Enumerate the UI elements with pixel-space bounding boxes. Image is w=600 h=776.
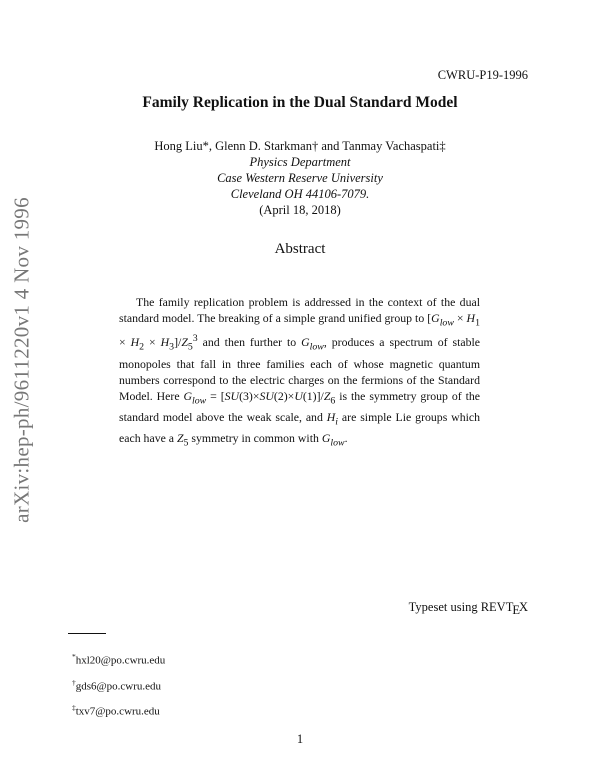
department: Physics Department — [249, 155, 351, 169]
abstract-heading: Abstract — [274, 241, 326, 257]
report-number: CWRU-P19-1996 — [437, 68, 528, 82]
abstract-paragraph: The family replication problem is addressed in the context of the dual standard model. The breaking of a simple grand unified group to $[G_{low} \times H_1 \times H_2 \times H_3]/Z_5^3$ and then further to $G_{low}$, produces a spectrum of stable monopoles that fall in three families each of whose magnetic quantum numbers correspond to the electric charges on the fermions of the Standard Model. Here $G_{low} = [SU(3)\times SU(2)\times U(1)]/Z_6$ is the symmetry group of the standard model above the weak scale, and $H_i$ are simple Lie groups which each have a $Z_5$ symmetry in common with $G_{low}$. — [119, 295, 481, 449]
arxiv-identifier-text: arXiv:hep-ph/9611220v1 4 Nov 1996 — [9, 197, 34, 523]
footnote-3: ‡txv7@po.cwru.edu — [72, 703, 160, 718]
paper-title: Family Replication in the Dual Standard Model — [142, 94, 458, 111]
university: Case Western Reserve University — [217, 171, 383, 185]
author-block — [0, 138, 600, 218]
footnote-1: *hxl20@po.cwru.edu — [72, 652, 166, 667]
date: (April 18, 2018) — [259, 203, 341, 217]
footnote-2: †gds6@po.cwru.edu — [72, 678, 162, 693]
author-names: Hong Liu*, Glenn D. Starkman† and Tanmay Vachaspati‡ — [154, 139, 446, 153]
footnote-rule — [68, 633, 106, 634]
address: Cleveland OH 44106-7079. — [230, 187, 370, 201]
abstract-body — [119, 294, 480, 452]
typeset-note: Typeset using REVTEX — [408, 600, 528, 617]
page-number: 1 — [296, 732, 304, 746]
